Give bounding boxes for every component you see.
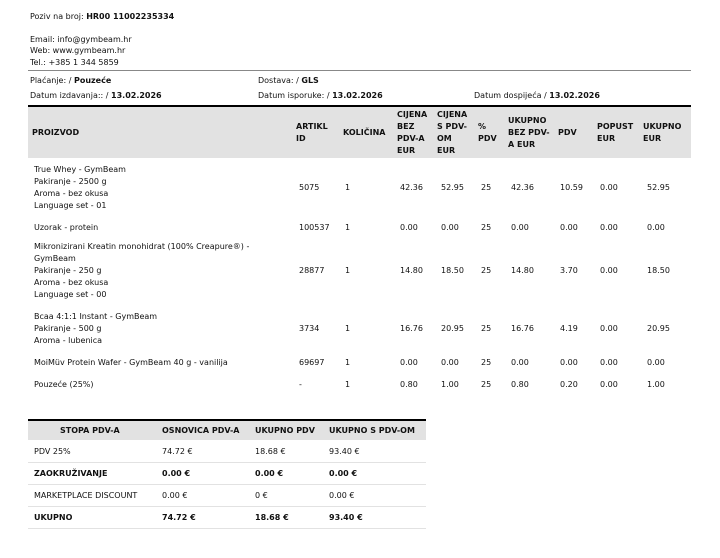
summary-label: UKUPNO (34, 513, 73, 522)
summary-label: MARKETPLACE DISCOUNT (34, 491, 138, 500)
delivery-label: Dostava: / (258, 76, 299, 85)
cell-vat: 0.00 (560, 223, 578, 232)
summary-label: PDV 25% (34, 447, 71, 456)
cell-total-net: 42.36 (511, 183, 534, 192)
cell-qty: 1 (345, 380, 351, 389)
contact-phone: Tel.: +385 1 344 5859 (30, 58, 119, 67)
summary-row-divider (28, 462, 426, 463)
cell-id: 3734 (299, 324, 320, 333)
due-date-value: 13.02.2026 (549, 91, 600, 100)
issue-date-label: Datum izdavanja:: / (30, 91, 109, 100)
cell-price-net: 42.36 (400, 183, 423, 192)
col-discount: POPUST EUR (597, 122, 634, 143)
issue-date (30, 91, 162, 100)
cell-total: 0.00 (647, 358, 665, 367)
delivery-value: GLS (301, 76, 319, 85)
reference-line (30, 12, 174, 21)
cell-price-net: 14.80 (400, 266, 423, 275)
cell-price-gross: 20.95 (441, 324, 464, 333)
summary-vat: 0.00 € (255, 469, 284, 478)
summary-col-vat: UKUPNO PDV (255, 426, 315, 435)
col-vat: PDV (558, 128, 577, 137)
cell-total-net: 16.76 (511, 324, 534, 333)
cell-discount: 0.00 (600, 266, 618, 275)
cell-total: 20.95 (647, 324, 670, 333)
summary-row-divider (28, 484, 426, 485)
cell-vat-pct: 25 (481, 380, 492, 389)
summary-total: 93.40 € (329, 447, 360, 456)
cell-discount: 0.00 (600, 358, 618, 367)
product-name: Pouzeće (25%) (34, 380, 94, 389)
cell-discount: 0.00 (600, 324, 618, 333)
summary-total: 0.00 € (329, 491, 355, 500)
cell-id: 28877 (299, 266, 325, 275)
col-price-gross: CIJENA S PDV- OM EUR (437, 110, 468, 155)
summary-base: 0.00 € (162, 469, 191, 478)
cell-vat: 10.59 (560, 183, 583, 192)
cell-discount: 0.00 (600, 183, 618, 192)
cell-id: 5075 (299, 183, 320, 192)
cell-price-net: 0.00 (400, 358, 418, 367)
cell-total-net: 0.00 (511, 223, 529, 232)
summary-row-divider (28, 506, 426, 507)
cell-vat-pct: 25 (481, 266, 492, 275)
cell-discount: 0.00 (600, 380, 618, 389)
cell-vat-pct: 25 (481, 324, 492, 333)
cell-total-net: 0.80 (511, 380, 529, 389)
cell-total: 18.50 (647, 266, 670, 275)
product-name: Uzorak - protein (34, 223, 99, 232)
payment-label: Plaćanje: / (30, 76, 72, 85)
summary-vat: 18.68 € (255, 447, 286, 456)
cell-vat-pct: 25 (481, 183, 492, 192)
summary-vat: 0 € (255, 491, 268, 500)
reference-label: Poziv na broj: (30, 12, 84, 21)
shipping-date (258, 91, 383, 100)
product-name: Mikronizirani Kreatin monohidrat (100% Creapure®) - GymBeam Pakiranje - 250 g Aroma - bez okusa Language set - 00 (34, 242, 250, 299)
summary-col-total: UKUPNO S PDV-OM (329, 426, 415, 435)
contact-email: Email: info@gymbeam.hr (30, 35, 132, 44)
cell-vat: 0.00 (560, 358, 578, 367)
cell-vat-pct: 25 (481, 223, 492, 232)
col-total-net: UKUPNO BEZ PDV- A EUR (508, 116, 550, 149)
header-divider (28, 70, 691, 71)
cell-qty: 1 (345, 266, 351, 275)
summary-base: 0.00 € (162, 491, 188, 500)
summary-total: 93.40 € (329, 513, 363, 522)
summary-base: 74.72 € (162, 447, 193, 456)
contact-web: Web: www.gymbeam.hr (30, 46, 126, 55)
col-total: UKUPNO EUR (643, 122, 682, 143)
shipping-date-label: Datum isporuke: / (258, 91, 330, 100)
payment-info (30, 76, 111, 85)
cell-price-net: 16.76 (400, 324, 423, 333)
cell-vat: 4.19 (560, 324, 578, 333)
cell-id: 100537 (299, 223, 330, 232)
shipping-date-value: 13.02.2026 (332, 91, 383, 100)
col-product: PROIZVOD (32, 128, 80, 137)
cell-qty: 1 (345, 223, 351, 232)
col-vat-percent: % PDV (478, 122, 497, 143)
cell-price-gross: 0.00 (441, 358, 459, 367)
summary-base: 74.72 € (162, 513, 196, 522)
cell-vat: 0.20 (560, 380, 578, 389)
payment-value: Pouzeće (73, 76, 112, 85)
cell-price-net: 0.00 (400, 223, 418, 232)
summary-label: ZAOKRUŽIVANJE (34, 469, 108, 478)
cell-qty: 1 (345, 358, 351, 367)
cell-total: 52.95 (647, 183, 670, 192)
delivery-info (258, 76, 319, 85)
summary-col-base: OSNOVICA PDV-A (162, 426, 240, 435)
due-date (474, 91, 600, 100)
summary-row-divider (28, 528, 426, 529)
cell-total-net: 0.00 (511, 358, 529, 367)
summary-total: 0.00 € (329, 469, 358, 478)
cell-vat-pct: 25 (481, 358, 492, 367)
cell-qty: 1 (345, 324, 351, 333)
col-quantity: KOLIČINA (343, 128, 386, 137)
cell-price-net: 0.80 (400, 380, 418, 389)
product-name: MoiMüv Protein Wafer - GymBeam 40 g - vanilija (34, 358, 228, 367)
summary-vat: 18.68 € (255, 513, 289, 522)
cell-price-gross: 1.00 (441, 380, 459, 389)
cell-price-gross: 18.50 (441, 266, 464, 275)
cell-total: 0.00 (647, 223, 665, 232)
cell-id: 69697 (299, 358, 325, 367)
cell-price-gross: 52.95 (441, 183, 464, 192)
cell-total: 1.00 (647, 380, 665, 389)
summary-top-rule (28, 419, 426, 421)
product-name: True Whey - GymBeam Pakiranje - 2500 g Aroma - bez okusa Language set - 01 (34, 165, 126, 210)
due-date-label: Datum dospijeća / (474, 91, 547, 100)
reference-number: HR00 11002235334 (86, 12, 175, 21)
col-article: ARTIKL ID (296, 122, 328, 143)
cell-qty: 1 (345, 183, 351, 192)
issue-date-value: 13.02.2026 (111, 91, 162, 100)
cell-discount: 0.00 (600, 223, 618, 232)
col-price-net: CIJENA BEZ PDV-A EUR (397, 110, 428, 155)
cell-price-gross: 0.00 (441, 223, 459, 232)
summary-col-rate: STOPA PDV-A (60, 426, 120, 435)
cell-total-net: 14.80 (511, 266, 534, 275)
cell-vat: 3.70 (560, 266, 578, 275)
cell-id: - (299, 380, 302, 389)
product-name: Bcaa 4:1:1 Instant - GymBeam Pakiranje - 500 g Aroma - lubenica (34, 312, 158, 345)
